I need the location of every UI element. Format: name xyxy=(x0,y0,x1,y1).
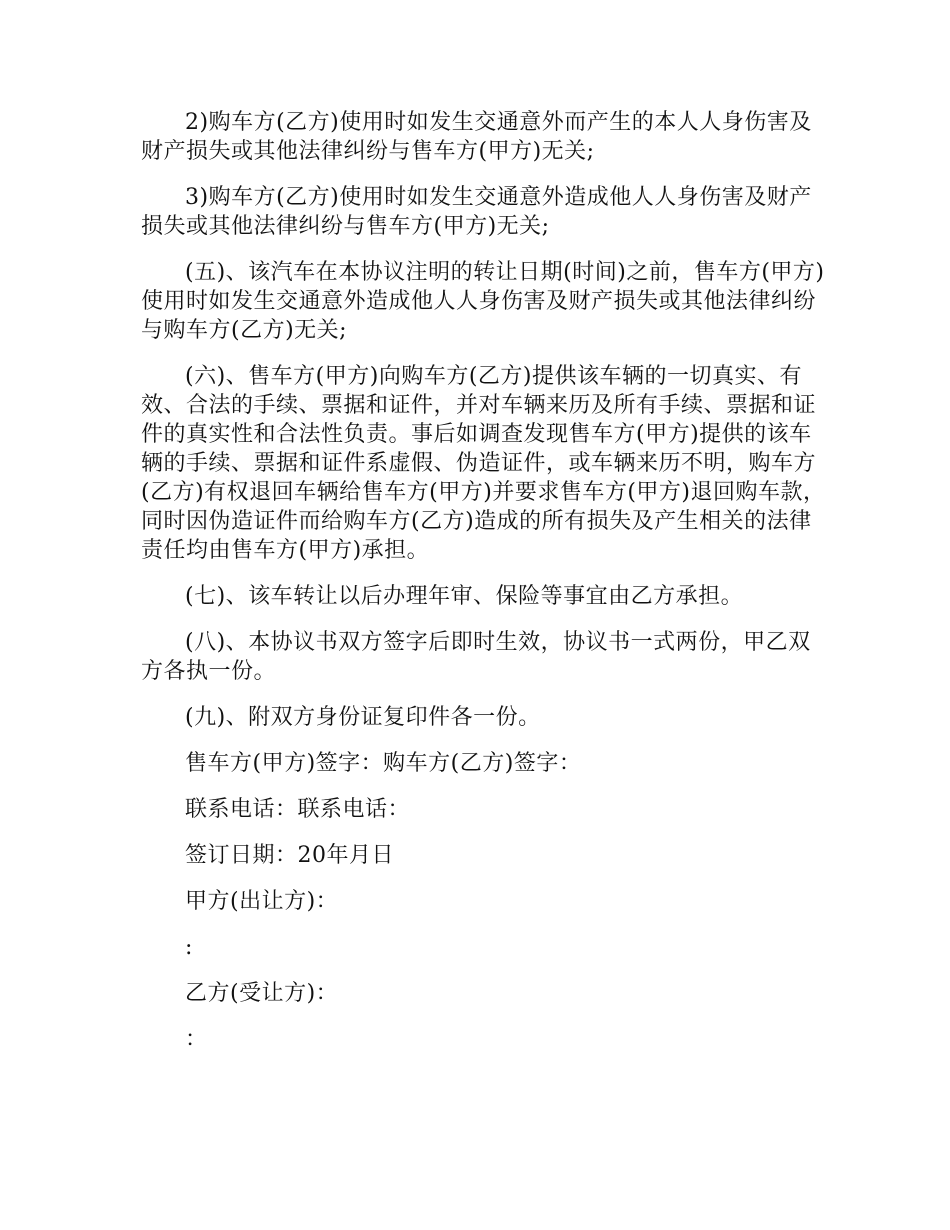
party-a-blank: : xyxy=(185,935,193,960)
signature-line: 售车方(甲方)签字：购车方(乙方)签字： xyxy=(185,751,582,776)
clause-eight-effectiveness: (八)、本协议书双方签字后即时生效，协议书一式两份，甲乙双方各执一份。 xyxy=(141,630,811,684)
party-a-transferor: 甲方(出让方)： xyxy=(185,889,339,914)
signing-date-line: 签订日期：20年月日 xyxy=(185,843,394,868)
contact-phone-line: 联系电话：联系电话： xyxy=(185,797,411,822)
party-b-transferee: 乙方(受让方)： xyxy=(185,981,339,1006)
document-body xyxy=(141,108,831,1071)
clause-2-self-injury: 2)购车方(乙方)使用时如发生交通意外而产生的本人人身伤害及财产损失或其他法律纠纷与售车方(甲方)无关; xyxy=(141,110,812,164)
clause-seven-annual-inspection: (七)、该车转让以后办理年审、保险等事宜由乙方承担。 xyxy=(185,584,744,609)
clause-six-documents: (六)、售车方(甲方)向购车方(乙方)提供该车辆的一切真实、有效、合法的手续、票据和证件，并对车辆来历及所有手续、票据和证件的真实性和合法性负责。事后如调查发现售车方(甲方)提供的该车辆的手续、票据和证件系虚假、伪造证件，或车辆来历不明，购车方(乙方)有权退回车辆给售车方(甲方)并要求售车方(甲方)退回购车款，同时因伪造证件而给购车方(乙方)造成的所有损失及产生相关的法律责任均由售车方(甲方)承担。 xyxy=(141,364,826,563)
party-b-blank: ： xyxy=(185,1027,208,1052)
clause-five-prior-liability: (五)、该汽车在本协议注明的转让日期(时间)之前，售车方(甲方)使用时如发生交通意外造成他人人身伤害及财产损失或其他法律纠纷与购车方(乙方)无关; xyxy=(141,260,825,343)
clause-nine-id-copies: (九)、附双方身份证复印件各一份。 xyxy=(185,705,541,730)
clause-3-third-party-injury: 3)购车方(乙方)使用时如发生交通意外造成他人人身伤害及财产损失或其他法律纠纷与售车方(甲方)无关; xyxy=(141,185,812,239)
